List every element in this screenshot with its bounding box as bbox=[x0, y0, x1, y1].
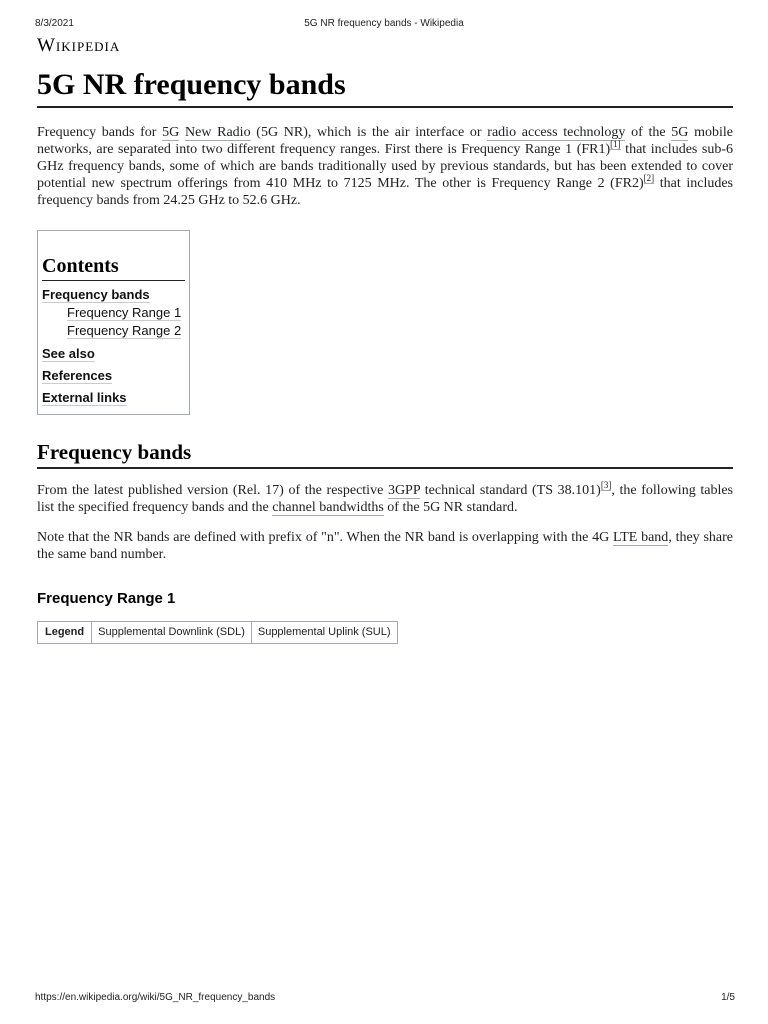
print-doc-title: 5G NR frequency bands - Wikipedia bbox=[304, 18, 464, 29]
article-content bbox=[37, 66, 733, 644]
link-5g-mobile[interactable]: 5G bbox=[671, 125, 689, 140]
toc-item-frequency-range-1[interactable]: Frequency Range 1 bbox=[67, 305, 182, 320]
print-footer bbox=[35, 992, 735, 1006]
toc-title: Contents bbox=[42, 253, 185, 281]
legend-label: Legend bbox=[38, 622, 92, 644]
toc-item-frequency-bands[interactable]: Frequency bands bbox=[42, 287, 150, 302]
link-radio-access-technology[interactable]: radio access technology bbox=[487, 125, 626, 140]
link-lte-band[interactable]: LTE band bbox=[612, 530, 669, 545]
legend-row bbox=[38, 622, 398, 644]
wikipedia-wordmark[interactable]: Wikipedia bbox=[37, 35, 121, 56]
citation-1[interactable]: [1] bbox=[610, 139, 621, 150]
legend-table bbox=[37, 621, 398, 644]
citation-3[interactable]: [3] bbox=[600, 480, 612, 491]
link-3gpp[interactable]: 3GPP bbox=[387, 483, 421, 498]
toc-item-frequency-range-2[interactable]: Frequency Range 2 bbox=[67, 323, 182, 338]
subsection-heading-frequency-range-1: Frequency Range 1 bbox=[37, 590, 176, 607]
print-page-number: 1/5 bbox=[721, 992, 735, 1003]
page-title: 5G NR frequency bands bbox=[37, 66, 733, 108]
toc-item-external-links[interactable]: External links bbox=[42, 390, 127, 405]
print-header bbox=[35, 18, 733, 32]
toc-item-see-also[interactable]: See also bbox=[42, 346, 95, 361]
link-new-radio[interactable]: New Radio bbox=[185, 125, 251, 140]
link-channel-bandwidths[interactable]: channel bandwidths bbox=[272, 500, 384, 515]
section-heading-frequency-bands: Frequency bands bbox=[37, 439, 733, 469]
intro-paragraph: Frequency bands for 5G New Radio (5G NR), which is the air interface or radio access technology of the 5G mobile networks, are separated into two different frequency ranges. First there is Frequency Range 1 (FR1)[1] that includes sub-6 GHz frequency bands, some of which are bands traditionally used by previous standards, but has been extended to cover potential new spectrum offerings from 410 MHz to 7125 MHz. The other is Frequency Range 2 (FR2)[2] that includes frequency bands from 24.25 GHz to 52.6 GHz. bbox=[37, 125, 733, 208]
legend-sul: Supplemental Uplink (SUL) bbox=[251, 622, 397, 644]
citation-2[interactable]: [2] bbox=[643, 173, 655, 184]
print-date: 8/3/2021 bbox=[35, 18, 74, 29]
legend-sdl: Supplemental Downlink (SDL) bbox=[92, 622, 252, 644]
link-5g[interactable]: 5G bbox=[162, 125, 180, 140]
frequency-bands-paragraph-2: Note that the NR bands are defined with prefix of "n". When the NR band is overlapping with the 4G LTE band, they share the same band number. bbox=[37, 530, 733, 562]
toc-item-references[interactable]: References bbox=[42, 368, 113, 383]
table-of-contents bbox=[37, 230, 190, 415]
frequency-bands-paragraph-1: From the latest published version (Rel. 17) of the respective 3GPP technical standard (TS 38.101)[3], the following tables list the specified frequency bands and the channel bandwidths of the 5G NR standard. bbox=[37, 480, 733, 515]
print-url: https://en.wikipedia.org/wiki/5G_NR_frequency_bands bbox=[35, 992, 276, 1003]
